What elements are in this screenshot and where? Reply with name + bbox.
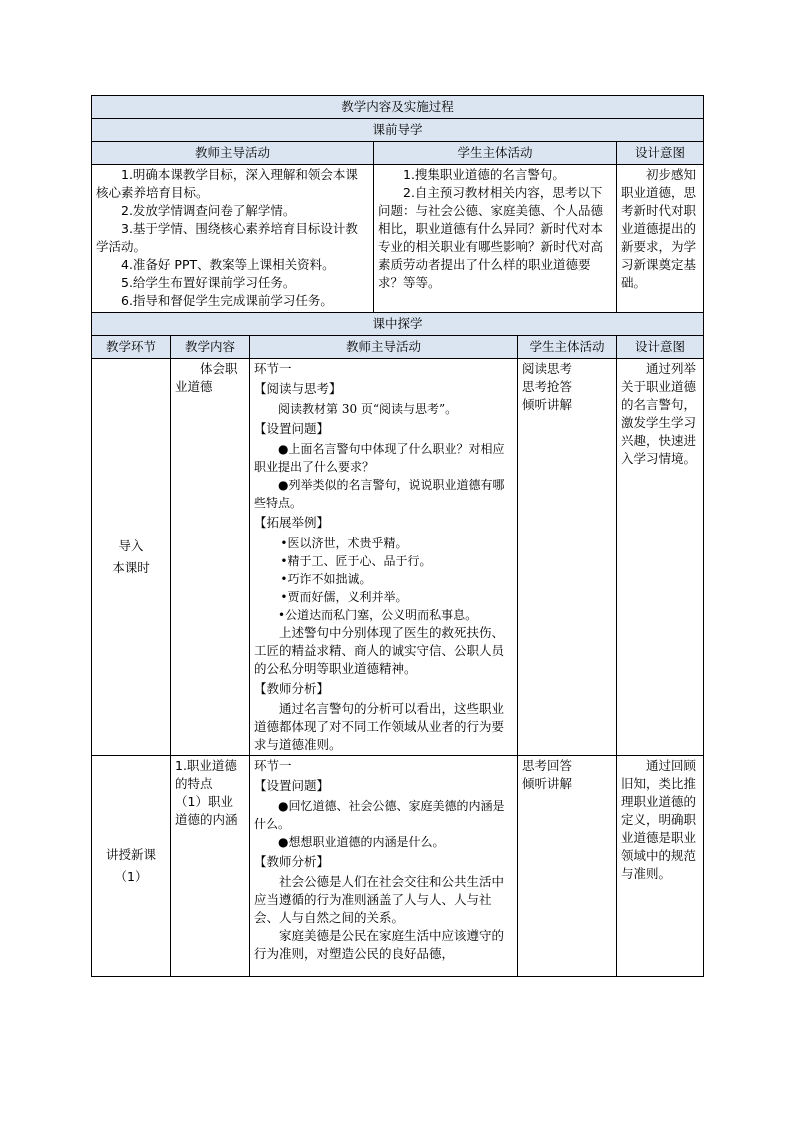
list-item: •公道达而私门塞，公义明而私事息。 <box>278 608 478 622</box>
teaching-process-table <box>91 95 704 142</box>
section-heading: 【拓展举例】 <box>254 515 330 530</box>
section-heading: 【设置问题】 <box>254 421 330 436</box>
section-heading: 【教师分析】 <box>254 681 330 696</box>
stage-cell: 导入 本课时 <box>92 359 171 756</box>
teacher-item: 4.准备好 PPT、教案等上课相关资料。 <box>121 257 335 272</box>
teacher-item: 6.指导和督促学生完成课前学习任务。 <box>121 293 333 308</box>
pre-class-teacher-activities <box>92 165 374 313</box>
content-cell: 体会职业道德 <box>171 359 250 756</box>
pre-class-design-intent: 初步感知职业道德，思考新时代对职业道德提出的新要求，为学习新课奠定基础。 <box>617 165 704 313</box>
section-heading: 【教师分析】 <box>254 854 330 869</box>
teacher-item: 5.给学生布置好课前学习任务。 <box>121 275 296 290</box>
teacher-item: 3.基于学情、围绕核心素养培育目标设计教学活动。 <box>96 221 358 254</box>
teacher-activity-cell: 环节一 【阅读与思考】 阅读教材第 30 页“阅读与思考”。 【设置问题】 ●上面名言警句中体现了什么职业？对相应职业提出了什么要求？ ●列举类似的名言警句，说说职业道德有哪些特点。 【拓展举例】 •医以济世，术贵乎精。 •精于工、匠于心、品于行。 •巧诈不如拙诚。 •贾而好儒，义利并举。 •公道达而私门塞，公义明而私事息。 上述警句中分别体现了医生的救死扶伤、工匠的精益求精、商人的诚实守信、公职人员的公私分明等职业道德精神。 【教师分析】 通过名言警句的分析可以看出，这些职业道德都体现了对不同工作领域从业者的行为要求与道德准则。 <box>250 359 518 756</box>
pre-class-section-title: 课前导学 <box>92 119 704 142</box>
link-label: 环节一 <box>254 758 292 773</box>
pre-class-header-table <box>91 141 704 165</box>
header-content: 教学内容 <box>171 336 250 359</box>
list-item: •贾而好儒，义利并举。 <box>280 590 408 604</box>
student-item: 1.搜集职业道德的名言警句。 <box>403 167 565 182</box>
in-class-section-title: 课中探学 <box>92 313 704 336</box>
table-row <box>92 359 704 756</box>
pre-class-content-table <box>91 164 704 313</box>
table-title: 教学内容及实施过程 <box>92 96 704 119</box>
header-student-activity: 学生主体活动 <box>518 336 617 359</box>
pre-class-student-activities <box>374 165 617 313</box>
header-stage: 教学环节 <box>92 336 171 359</box>
student-item: 2.自主预习教材相关内容，思考以下问题：与社会公德、家庭美德、个人品德相比，职业道德有什么异同？新时代对本专业的相关职业有哪些影响？新时代对高素质劳动者提出了什么样的职业道德要求？等等。 <box>378 185 604 290</box>
teacher-activity-cell: 环节一 【设置问题】 ●回忆道德、社会公德、家庭美德的内涵是什么。 ●想想职业道德的内涵是什么。 【教师分析】 社会公德是人们在社会交往和公共生活中应当遵循的行为准则涵盖了人与人、人与社会、人与自然之间的关系。 家庭美德是公民在家庭生活中应该遵守的行为准则，对塑造公民的良好品德， <box>250 756 518 977</box>
header-design-intent: 设计意图 <box>617 336 704 359</box>
design-intent-cell: 通过回顾旧知，类比推理职业道德的定义，明确职业道德是职业领域中的规范与准则。 <box>617 756 704 977</box>
student-activity-cell: 阅读思考 思考抢答 倾听讲解 <box>518 359 617 756</box>
design-intent-cell: 通过列举关于职业道德的名言警句，激发学生学习兴趣，快速进入学习情境。 <box>617 359 704 756</box>
pre-class-header-design: 设计意图 <box>617 142 704 165</box>
lesson-plan-document <box>91 95 703 977</box>
student-activity-cell: 思考回答 倾听讲解 <box>518 756 617 977</box>
teacher-item: 1.明确本课教学目标，深入理解和领会本课核心素养培育目标。 <box>96 167 358 200</box>
in-class-table <box>91 312 704 977</box>
content-cell: 1.职业道德的特点 （1）职业道德的内涵 <box>171 756 250 977</box>
teacher-item: 2.发放学情调查问卷了解学情。 <box>121 203 296 218</box>
section-heading: 【阅读与思考】 <box>254 381 342 396</box>
list-item: •巧诈不如拙诚。 <box>280 572 372 586</box>
list-item: •精于工、匠于心、品于行。 <box>280 554 432 568</box>
list-item: •医以济世，术贵乎精。 <box>280 536 408 550</box>
stage-cell: 讲授新课 （1） <box>92 756 171 977</box>
section-heading: 【设置问题】 <box>254 778 330 793</box>
table-row <box>92 756 704 977</box>
pre-class-header-student: 学生主体活动 <box>374 142 617 165</box>
pre-class-header-teacher: 教师主导活动 <box>92 142 374 165</box>
link-label: 环节一 <box>254 361 292 376</box>
header-teacher-activity: 教师主导活动 <box>250 336 518 359</box>
